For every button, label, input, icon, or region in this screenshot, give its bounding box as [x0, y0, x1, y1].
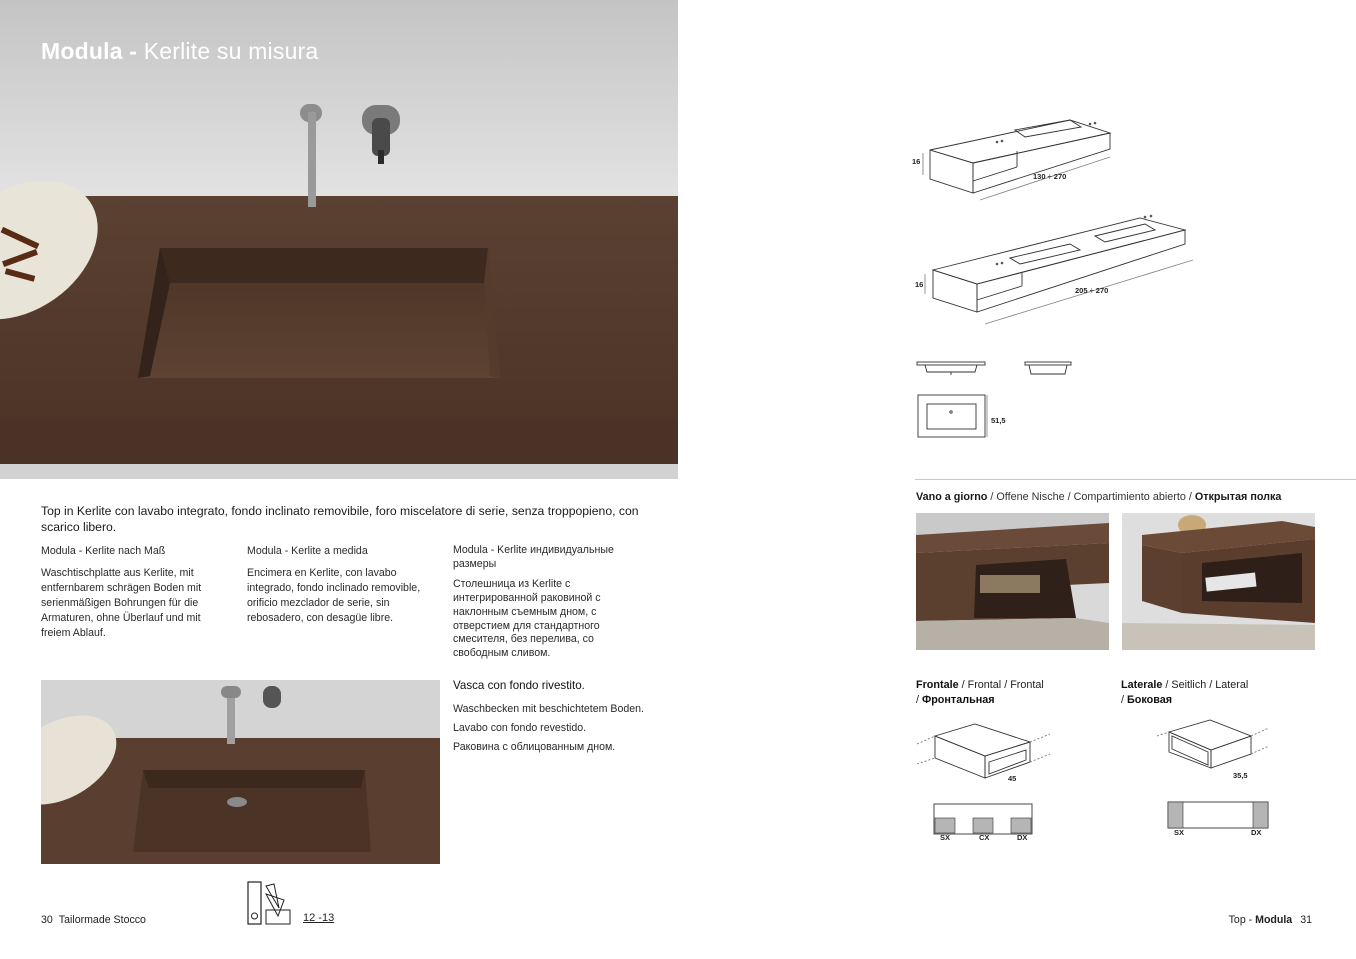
right-page-number: 31 [1300, 914, 1312, 926]
laterale-sep: / [1121, 694, 1127, 706]
secondary-illustration [41, 680, 440, 864]
frontal-pos-sx: SX [940, 833, 951, 842]
description-es [247, 544, 442, 626]
vano-title [916, 491, 1281, 503]
laterale-caption [1121, 678, 1291, 708]
title-rest: Kerlite su misura [143, 38, 319, 64]
top1-width-label: 130 ÷ 270 [1033, 172, 1067, 181]
top2-width-label: 205 ÷ 270 [1075, 286, 1109, 295]
title-bold: Modula - [41, 38, 138, 64]
hero-photo [0, 0, 678, 479]
left-page-number: 30 [41, 914, 53, 926]
laterale-bold: Laterale [1121, 679, 1163, 691]
lateral-pos-dx: DX [1251, 828, 1262, 837]
sink-section-drawings [915, 358, 1075, 443]
frontale-bold: Frontale [916, 679, 959, 691]
right-footer-label: Top - [1228, 914, 1256, 926]
frontal-pos-cx: CX [979, 833, 990, 842]
frontal-compartment-drawing [915, 714, 1055, 844]
vasca-line-de: Waschbecken mit beschichtetem Boden. [453, 703, 644, 715]
right-footer-label-bold: Modula [1255, 914, 1293, 926]
lateral-pos-sx: SX [1174, 828, 1185, 837]
top-double-basin-drawing [905, 212, 1195, 327]
section-divider [915, 479, 1356, 480]
description-de [41, 544, 236, 641]
laterale-rest: / Seitlich / Lateral [1162, 679, 1249, 691]
description-de-body: Waschtischplatte aus Kerlite, mit entfernbarem schrägen Boden mit serienmäßigen Bohrungen für die Armaturen, ohne Überlauf und mit freiem Ablauf. [41, 567, 202, 639]
frontal-depth-label: 45 [1008, 774, 1017, 783]
description-es-title: Modula - Kerlite a medida [247, 545, 368, 557]
reference-link[interactable]: 12 -13 [303, 912, 335, 924]
left-footer-label: Tailormade Stocco [58, 914, 146, 926]
vasca-line-ru: Раковина с облицованным дном. [453, 741, 616, 753]
frontale-sep: / [916, 694, 922, 706]
top1-height-label: 16 [912, 157, 921, 166]
secondary-photo [41, 680, 440, 864]
frontale-caption [916, 678, 1086, 708]
frontale-ru: Фронтальная [922, 694, 995, 706]
lateral-depth-label: 35,5 [1233, 771, 1248, 780]
frontal-pos-dx: DX [1017, 833, 1028, 842]
description-de-title: Modula - Kerlite nach Maß [41, 545, 166, 557]
hero-illustration [0, 0, 678, 479]
lateral-compartment-drawing [1155, 708, 1275, 836]
description-es-body: Encimera en Kerlite, con lavabo integrado, fondo inclinado removible, orificio mezclador de serie, sin rebosadero, con desagüe libre. [247, 567, 421, 624]
footer-right [1229, 914, 1312, 926]
page-title [41, 38, 318, 65]
vasca-line-es: Lavabo con fondo revestido. [453, 722, 587, 734]
finish-reference-icon [246, 880, 292, 926]
vano-title-bold: Vano a giorno [916, 491, 988, 503]
lateral-photo-illustration [1122, 513, 1315, 650]
open-compartment-photo-lateral [1122, 513, 1315, 650]
frontale-rest: / Frontal / Frontal [958, 679, 1044, 691]
frontal-photo-illustration [916, 513, 1109, 650]
vano-title-rest: / Offene Nische / Compartimiento abierto / [987, 491, 1195, 503]
vasca-title: Vasca con fondo rivestito. [453, 679, 585, 692]
top-single-basin-drawing [905, 115, 1115, 205]
intro-text: Top in Kerlite con lavabo integrato, fondo inclinato removibile, foro miscelatore di serie, senza troppopieno, con scarico libero. [41, 504, 639, 534]
vasca-section [453, 678, 653, 759]
top2-height-label: 16 [915, 280, 924, 289]
description-ru [453, 544, 643, 661]
open-compartment-photo-frontal [916, 513, 1109, 650]
vano-title-ru: Открытая полка [1194, 491, 1282, 503]
laterale-ru: Боковая [1127, 694, 1173, 706]
footer-left [41, 914, 146, 926]
description-ru-body: Столешница из Kerlite с интегрированной раковиной с наклонным съемным дном, с отверстием для стандартного смесителя, без перелива, со свободным сливом. [453, 578, 601, 659]
description-ru-title: Modula - Kerlite индивидуальные размеры [453, 544, 614, 570]
sink-depth-label: 51,5 [991, 416, 1006, 425]
